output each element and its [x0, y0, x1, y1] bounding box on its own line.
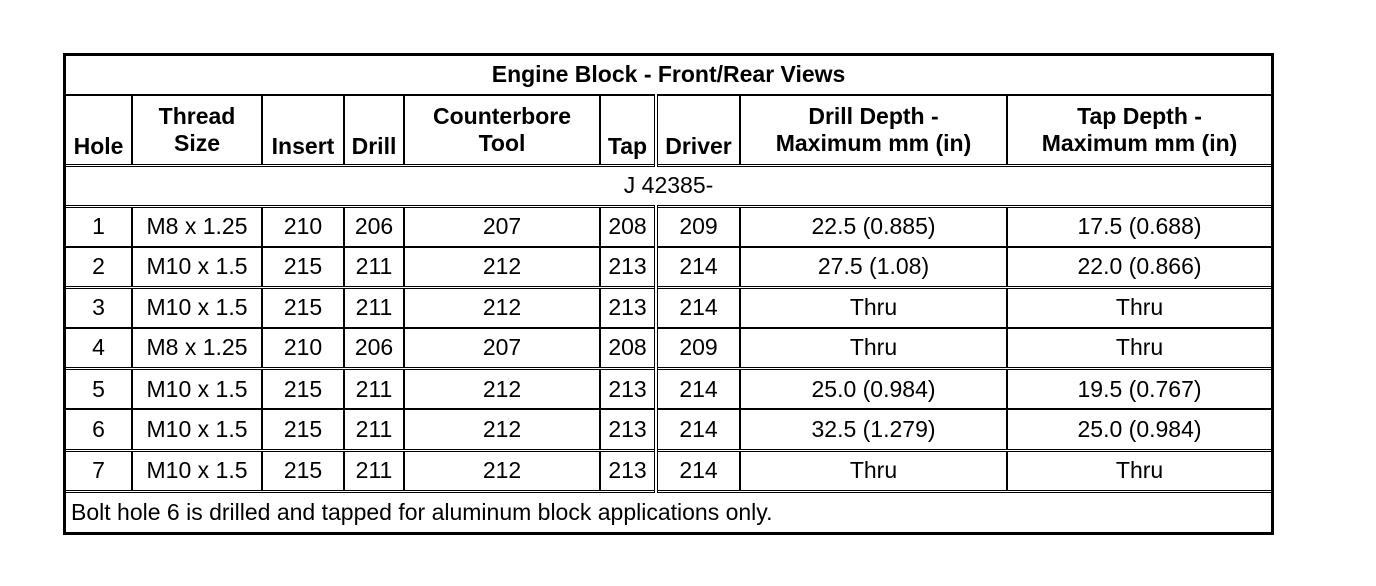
cell-thread-size: M10 x 1.5 [132, 409, 262, 450]
cell-insert: 210 [262, 328, 344, 369]
cell-tap-depth: Thru [1007, 287, 1271, 328]
cell-driver: 214 [656, 369, 740, 410]
cell-insert: 210 [262, 206, 344, 247]
table-row [66, 409, 1271, 450]
cell-hole: 3 [66, 287, 132, 328]
cell-hole: 2 [66, 247, 132, 288]
table-row [66, 287, 1271, 328]
cell-insert: 215 [262, 369, 344, 410]
cell-insert: 215 [262, 287, 344, 328]
header-tap-depth-line1: Tap Depth - [1077, 102, 1202, 129]
cell-hole: 4 [66, 328, 132, 369]
cell-tap-depth: Thru [1007, 450, 1271, 491]
header-drill: Drill [344, 95, 404, 166]
cell-tap-depth: 22.0 (0.866) [1007, 247, 1271, 288]
cell-counterbore: 212 [404, 369, 600, 410]
cell-drill: 206 [344, 206, 404, 247]
table-row [66, 328, 1271, 369]
cell-thread-size: M8 x 1.25 [132, 328, 262, 369]
cell-counterbore: 212 [404, 287, 600, 328]
engine-block-table [66, 56, 1271, 532]
cell-drill: 211 [344, 287, 404, 328]
table-row [66, 206, 1271, 247]
cell-thread-size: M10 x 1.5 [132, 247, 262, 288]
cell-driver: 209 [656, 206, 740, 247]
header-drill-depth-line2: Maximum mm (in) [775, 130, 972, 157]
cell-drill-depth: Thru [740, 450, 1007, 491]
cell-drill: 211 [344, 369, 404, 410]
cell-thread-size: M8 x 1.25 [132, 206, 262, 247]
header-tap-depth [1007, 95, 1271, 166]
cell-hole: 1 [66, 206, 132, 247]
cell-drill-depth: Thru [740, 287, 1007, 328]
engine-block-table-frame [63, 53, 1274, 535]
cell-tap-depth: 17.5 (0.688) [1007, 206, 1271, 247]
cell-tap: 213 [600, 409, 656, 450]
header-tap: Tap [600, 95, 656, 166]
table-row [66, 247, 1271, 288]
cell-hole: 7 [66, 450, 132, 491]
cell-driver: 214 [656, 287, 740, 328]
cell-thread-size: M10 x 1.5 [132, 287, 262, 328]
cell-insert: 215 [262, 247, 344, 288]
cell-driver: 209 [656, 328, 740, 369]
cell-counterbore: 212 [404, 450, 600, 491]
tool-kit-label: J 42385- [66, 166, 1271, 206]
cell-counterbore: 207 [404, 328, 600, 369]
cell-counterbore: 212 [404, 247, 600, 288]
cell-tap: 213 [600, 369, 656, 410]
cell-hole: 5 [66, 369, 132, 410]
table-row [66, 450, 1271, 491]
table-row [66, 369, 1271, 410]
cell-tap: 208 [600, 328, 656, 369]
header-tap-depth-line2: Maximum mm (in) [1041, 130, 1238, 157]
header-thread-size-line2: Size [173, 130, 221, 157]
cell-driver: 214 [656, 247, 740, 288]
table-footnote: Bolt hole 6 is drilled and tapped for aluminum block applications only. [66, 491, 1271, 532]
cell-tap: 213 [600, 287, 656, 328]
cell-tap-depth: 19.5 (0.767) [1007, 369, 1271, 410]
header-counterbore-line2: Tool [478, 130, 526, 157]
cell-drill: 211 [344, 450, 404, 491]
cell-driver: 214 [656, 450, 740, 491]
cell-tap-depth: Thru [1007, 328, 1271, 369]
cell-tap-depth: 25.0 (0.984) [1007, 409, 1271, 450]
cell-drill-depth: 22.5 (0.885) [740, 206, 1007, 247]
cell-drill-depth: 27.5 (1.08) [740, 247, 1007, 288]
cell-drill-depth: 32.5 (1.279) [740, 409, 1007, 450]
cell-hole: 6 [66, 409, 132, 450]
header-drill-depth [740, 95, 1007, 166]
cell-counterbore: 207 [404, 206, 600, 247]
cell-drill: 211 [344, 409, 404, 450]
cell-drill-depth: Thru [740, 328, 1007, 369]
header-thread-size [132, 95, 262, 166]
header-hole: Hole [66, 95, 132, 166]
cell-drill: 206 [344, 328, 404, 369]
cell-drill: 211 [344, 247, 404, 288]
header-driver: Driver [656, 95, 740, 166]
cell-tap: 213 [600, 247, 656, 288]
cell-insert: 215 [262, 450, 344, 491]
header-counterbore-tool [404, 95, 600, 166]
cell-counterbore: 212 [404, 409, 600, 450]
cell-driver: 214 [656, 409, 740, 450]
cell-tap: 208 [600, 206, 656, 247]
cell-drill-depth: 25.0 (0.984) [740, 369, 1007, 410]
header-insert: Insert [262, 95, 344, 166]
header-counterbore-line1: Counterbore [433, 102, 571, 129]
header-row [66, 95, 1271, 166]
cell-thread-size: M10 x 1.5 [132, 369, 262, 410]
table-title: Engine Block - Front/Rear Views [66, 56, 1271, 95]
header-thread-size-line1: Thread [158, 102, 236, 129]
cell-insert: 215 [262, 409, 344, 450]
header-drill-depth-line1: Drill Depth - [808, 102, 939, 129]
cell-thread-size: M10 x 1.5 [132, 450, 262, 491]
cell-tap: 213 [600, 450, 656, 491]
